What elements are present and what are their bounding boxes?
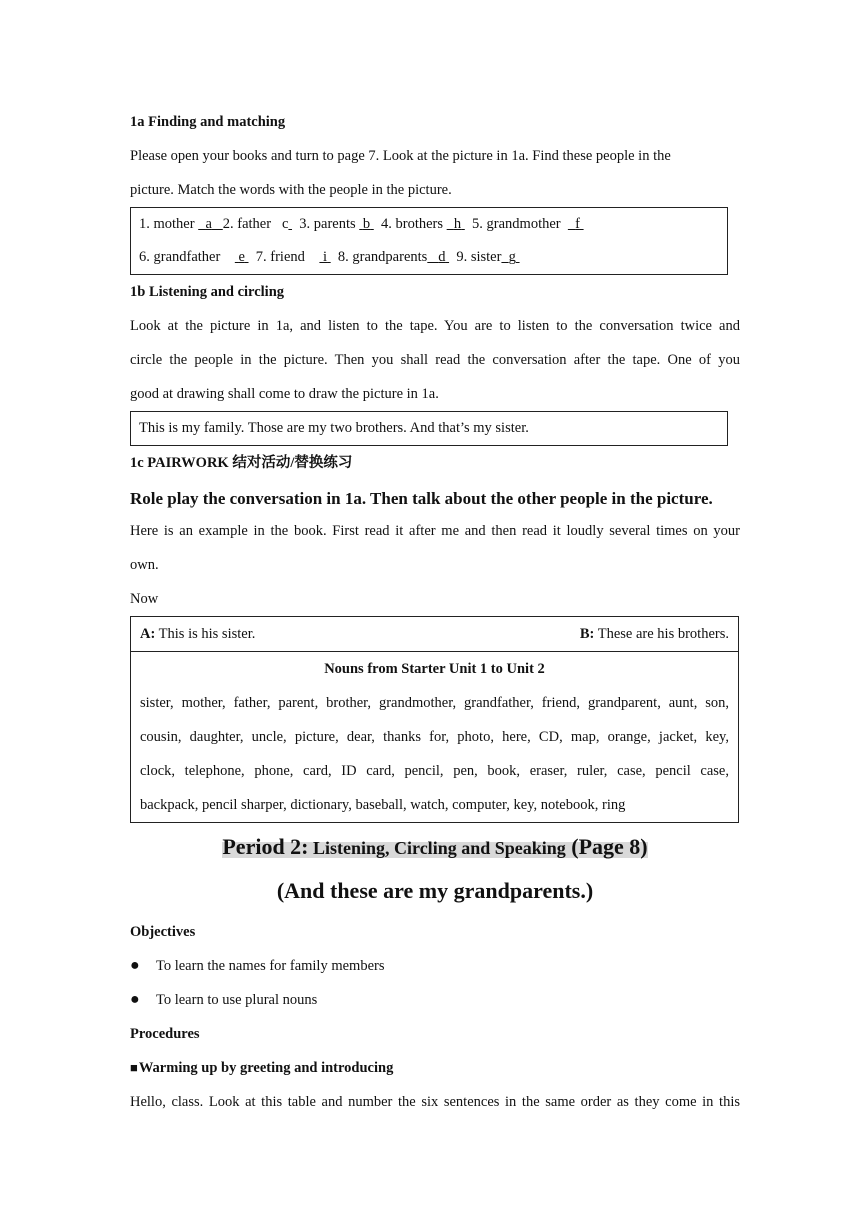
match-answer: h [453, 216, 462, 232]
conversation-box [130, 411, 728, 446]
match-answer: f [575, 216, 580, 232]
paragraph-1b-line3: good at drawing shall come to draw the picture in 1a. [130, 386, 439, 402]
match-label: 3. parents [299, 216, 356, 232]
heading-1a: 1a Finding and matching [130, 114, 286, 130]
nouns-line-1: sister, mother, father, parent, brother, grandmother, grandfather, friend, grandparent, aunt, son, [140, 695, 729, 711]
procedures-heading: Procedures [130, 1026, 200, 1042]
dialogue-nouns-table [130, 616, 739, 823]
period-subtitle: (And these are my grandparents.) [276, 878, 594, 903]
match-answer: d [438, 249, 446, 265]
period-title: Period 2: Listening, Circling and Speaking (Page 8) [222, 834, 648, 859]
objective-item: ● To learn the names for family members [130, 949, 740, 983]
nouns-line-4: backpack, pencil sharper, dictionary, baseball, watch, computer, key, notebook, ring [140, 797, 626, 813]
nouns-line-2: cousin, daughter, uncle, picture, dear, thanks for, photo, here, CD, map, orange, jacket, key, [140, 729, 729, 745]
match-answer: a [205, 216, 212, 232]
match-label: 9. sister [456, 249, 502, 265]
paragraph-1c-line1: Here is an example in the book. First read it after me and then read it loudly several times on your [130, 523, 740, 539]
objectives-heading: Objectives [130, 924, 196, 940]
match-answer: c [281, 216, 289, 232]
match-label: 2. father [222, 216, 272, 232]
nouns-title: Nouns from Starter Unit 1 to Unit 2 [324, 661, 545, 677]
matching-box [130, 207, 728, 275]
procedures-paragraph: Hello, class. Look at this table and number the six sentences in the same order as they come in this [130, 1094, 740, 1110]
matching-line-1 [139, 208, 719, 241]
paragraph-1b-line1: Look at the picture in 1a, and listen to the tape. You are to listen to the conversation twice and [130, 318, 740, 334]
speaker-b: B: These are his brothers. [579, 626, 729, 642]
match-answer: i [323, 249, 328, 265]
objective-item: ● To learn to use plural nouns [130, 983, 740, 1017]
speaker-a: A: This is his sister. [140, 626, 256, 642]
bullet-icon: ● [130, 957, 140, 974]
instruction-1c: Role play the conversation in 1a. Then talk about the other people in the picture. [130, 489, 713, 508]
match-label: 8. grandparents [337, 249, 428, 265]
square-bullet-icon: ■ [130, 1060, 138, 1075]
match-label: 1. mother [139, 216, 195, 232]
match-answer: b [362, 216, 371, 232]
paragraph-1b-line2: circle the people in the picture. Then you shall read the conversation after the tape. One of you [130, 352, 740, 368]
paragraph-1c-line2: own. [130, 557, 159, 573]
match-label: 7. friend [255, 249, 305, 265]
paragraph-1a-line1: Please open your books and turn to page 7. Look at the picture in 1a. Find these people in the [130, 148, 671, 164]
heading-1c: 1c PAIRWORK 结对活动/替换练习 [130, 455, 353, 471]
match-label: 4. brothers [381, 216, 444, 232]
dialogue-row [131, 617, 738, 652]
nouns-line-3: clock, telephone, phone, card, ID card, pencil, pen, book, eraser, ruler, case, pencil case, [140, 763, 729, 779]
match-answer: e [238, 249, 245, 265]
conversation-text: This is my family. Those are my two brothers. And that’s my sister. [139, 420, 529, 436]
match-label: 5. grandmother [472, 216, 561, 232]
nouns-cell [131, 652, 738, 822]
match-label: 6. grandfather [139, 249, 221, 265]
bullet-icon: ● [130, 991, 140, 1008]
document-page [130, 105, 740, 1119]
warmup-heading: ■Warming up by greeting and introducing [130, 1060, 394, 1076]
heading-1b: 1b Listening and circling [130, 284, 285, 300]
now-label: Now [130, 591, 159, 607]
match-answer: g [508, 249, 516, 265]
paragraph-1a-line2: picture. Match the words with the people in the picture. [130, 182, 452, 198]
matching-line-2 [139, 241, 719, 274]
